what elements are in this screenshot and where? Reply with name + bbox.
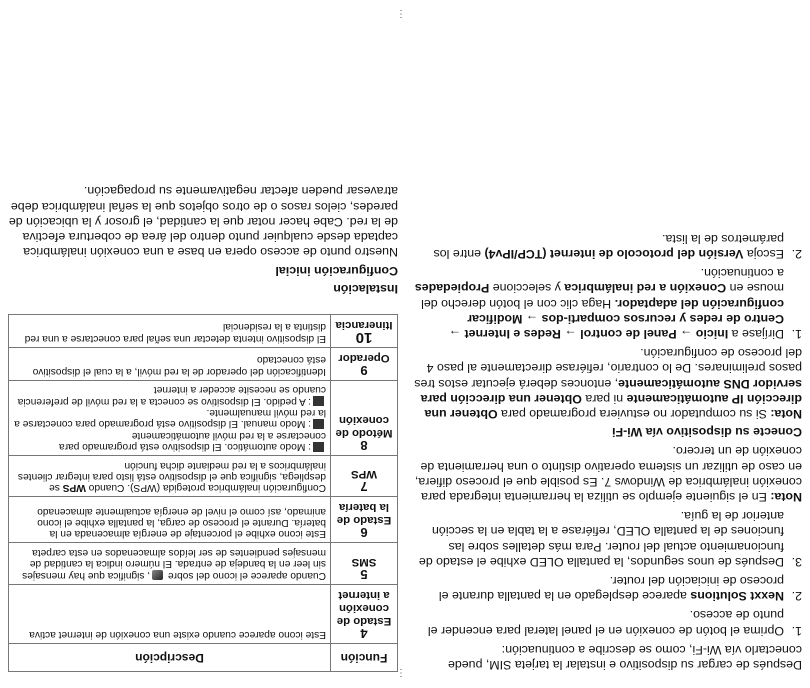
note-text: Si su computador no estuviera programado para xyxy=(497,406,771,421)
desc-text: : Modo automático. El dispositivo está programado para conectarse a la red móvil automáticamente xyxy=(59,429,326,453)
arrow: → xyxy=(522,311,542,326)
note-label: Nota: xyxy=(770,406,802,421)
bold-centro: Centro de redes y recursos comparti-dos xyxy=(541,311,784,326)
table-row xyxy=(9,314,398,347)
desc-text: : Modo manual. El dispositivo está programado para conectarse a la red móvil manualmente. xyxy=(14,406,326,430)
step-text xyxy=(412,573,784,603)
table-column xyxy=(8,179,398,672)
function-number: 8 xyxy=(360,438,368,454)
step-2 xyxy=(412,573,802,603)
table-row xyxy=(9,584,398,643)
step-text-rest: aparece desplegado en la pantalla durante el proceso de iniciación del router. xyxy=(438,573,784,604)
table-row xyxy=(9,347,398,380)
pre-step-1 xyxy=(412,265,802,341)
desc-text: Configuración inalámbrica protegida (WPS). Cuando xyxy=(85,482,326,494)
txt: a continuación. xyxy=(700,266,784,281)
config-paragraph: Nuestro punto de acceso opera en base a una conexión inalámbrica captada desde cualquier punto dentro del área de cobertura efectiva de la red. Cabe hacer notar que la cantidad, el grosor y la ubicación de paredes, cielos rasos o de otros objetos que la señal inalámbrica debe atravesar pueden afectar negativamente su propagación. xyxy=(8,184,398,260)
bold-conexion: Conexión a red inalámbrica xyxy=(564,281,727,296)
fold-mark-bottom: ⋮ xyxy=(396,8,406,20)
table-row xyxy=(9,497,398,543)
envelope-icon xyxy=(152,570,163,580)
intro-paragraph: Después de cargar su dispositivo e instalar la tarjeta SIM, puede conectarlo vía Wi-Fi, como se describe a continuación: xyxy=(447,642,802,672)
description-cell xyxy=(9,380,331,455)
header-descripcion: Descripción xyxy=(9,643,331,671)
bold-modificar: Modificar configuración del adaptador. xyxy=(467,296,784,326)
note-text: , entonces deberá ejecutar estos tres pasos preliminares. De lo contrario, refiérase directamente al paso 4 del proceso de configuración. xyxy=(414,346,802,391)
function-name: WPS xyxy=(351,468,377,481)
step-3 xyxy=(412,508,802,569)
step-1 xyxy=(412,607,802,637)
note-label: Nota: xyxy=(770,489,802,504)
bold-redes: Redes e Internet xyxy=(464,326,561,341)
function-cell xyxy=(331,584,398,643)
desc-text: Cuando aparece el icono del sobre xyxy=(167,569,326,581)
function-name: SMS xyxy=(351,555,377,568)
bold-panel: Panel de control xyxy=(580,326,677,341)
function-name: Operador xyxy=(338,351,390,364)
table-row xyxy=(9,456,398,497)
function-name: Estado de conexión a internet xyxy=(336,588,392,627)
txt: Haga clic con el botón derecho del mouse en xyxy=(421,281,784,311)
desc-text: : A pedido. El dispositivo se conecta a la red móvil de preferencia cuando se necesite acceder a internet xyxy=(17,384,326,407)
manual-mode-icon xyxy=(313,419,324,429)
wifi-heading: Conecte su dispositivo vía Wi-Fi xyxy=(612,425,802,440)
bold-propiedades: Propiedades xyxy=(414,281,490,296)
function-name: Estado de la batería xyxy=(336,501,392,527)
function-number: 4 xyxy=(360,625,368,641)
wps-label: WPS xyxy=(62,482,86,494)
description-cell: El dispositivo intenta detectar una señal para conectarse a una red distinta a la residencial xyxy=(9,314,331,347)
function-name: Método de conexión xyxy=(335,414,393,440)
arrow: → xyxy=(560,326,581,341)
desc-text: , significa que hay mensajes sin leer en la bandeja de entrada. El número indica la cantidad de mensajes pendientes de ser leídos almacenados en esta carpeta xyxy=(22,546,326,581)
function-cell xyxy=(331,347,398,380)
txt: y seleccione xyxy=(489,281,565,296)
step-text: Oprima el botón de conexión en el panel lateral para encender el punto de acceso. xyxy=(427,608,784,638)
txt: entre los parámetros de la lista. xyxy=(433,231,784,261)
step-number: 3. xyxy=(791,554,802,569)
desc-text: se despliega, significa que el dispositivo está listo para integrar clientes inalámbricos a la red mediante dicha función xyxy=(17,459,326,494)
table-header-row xyxy=(9,643,398,671)
function-number: 6 xyxy=(360,525,368,541)
step-text xyxy=(412,265,784,341)
arrow: → xyxy=(676,326,696,341)
step-number: 1. xyxy=(791,326,802,341)
note-bold-ip: Obtener una dirección IP automáticamente xyxy=(424,391,802,421)
bold-tcp: Versión del protocolo de internet (TCP/IPv4) xyxy=(484,246,744,261)
note-windows xyxy=(412,443,802,504)
function-cell xyxy=(331,497,398,543)
txt: Diríjase a xyxy=(728,326,784,341)
description-cell xyxy=(9,543,331,584)
function-cell xyxy=(331,314,398,347)
function-number: 5 xyxy=(360,566,368,582)
txt: Escoja xyxy=(743,246,784,261)
table-row xyxy=(9,543,398,584)
brand-name: Nexxt Solutions xyxy=(690,589,784,604)
pre-step-2 xyxy=(412,231,802,261)
fold-mark-top: ⋮ xyxy=(396,667,406,678)
description-cell xyxy=(9,456,331,497)
step-text xyxy=(412,231,784,261)
auto-mode-icon xyxy=(313,442,324,452)
table-row xyxy=(9,380,398,455)
note-bold-dns: Obtener una dirección para servidor DNS automáticamente xyxy=(420,376,802,406)
description-cell: Identificación del operador de la red móvil, a la cual el dispositivo está conectado xyxy=(9,347,331,380)
step-number: 1. xyxy=(791,623,802,638)
setup-steps-column xyxy=(412,227,802,672)
description-cell: Este icono exhibe el porcentaje de energía almacenada en la batería. Durante el proceso de carga, la pantalla exhibe el icono animado, así como el nivel de energía actualmente almacenado xyxy=(9,497,331,543)
header-funcion: Función xyxy=(331,643,398,671)
function-number: 9 xyxy=(360,362,368,378)
function-number: 10 xyxy=(355,328,373,346)
bold-inicio: Inicio xyxy=(695,326,729,341)
function-table xyxy=(8,314,398,672)
note-ip xyxy=(412,345,802,421)
function-name: Itinerancia xyxy=(335,318,393,331)
step-text: Después de unos segundos, la pantalla OLED exhibe el estado de funcionamiento actual del router. Para más detalles sobre las funciones de la pantalla OLED, refiérase a la tabla en la sección anterior de la guía. xyxy=(418,509,784,569)
install-heading: Instalación xyxy=(333,281,398,296)
function-cell xyxy=(331,543,398,584)
function-number: 7 xyxy=(360,479,368,495)
description-cell: Este icono aparece cuando existe una conexión de internet activa xyxy=(9,584,331,643)
on-demand-mode-icon xyxy=(313,396,324,406)
arrow: → xyxy=(448,326,465,341)
function-cell xyxy=(331,456,398,497)
step-number: 2. xyxy=(791,589,802,604)
note-text: En el siguiente ejemplo se utiliza la herramienta integrada para conexión inalámbrica de Windows 7. Es posible que el proceso difiera, en caso de utilizar un sistema operativo distinto o una herramienta de conexión de un tercero. xyxy=(414,444,802,504)
function-cell xyxy=(331,380,398,455)
config-heading: Configuración inicial xyxy=(275,263,398,278)
note-text: ni para xyxy=(581,391,627,406)
step-number: 2. xyxy=(791,246,802,261)
